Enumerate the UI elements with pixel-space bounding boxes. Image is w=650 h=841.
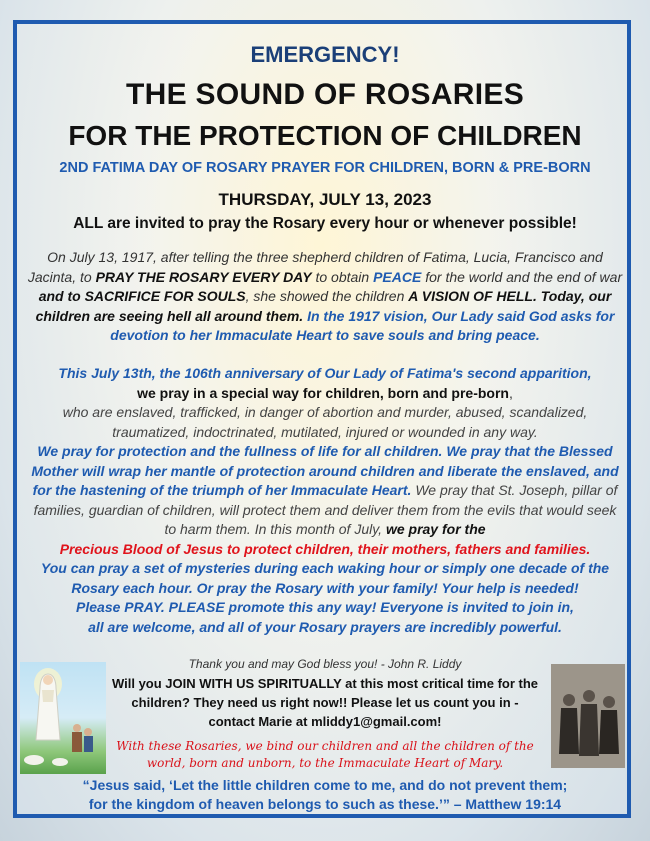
- main-title-line1: THE SOUND OF ROSARIES: [126, 78, 524, 111]
- quote-line-2: for the kingdom of heaven belongs to such as these.’” – Matthew 19:14: [88, 796, 562, 812]
- emphasis: PEACE: [373, 268, 422, 285]
- protection-line: We pray for protection and the fullness of life for all children. We pray that the Blessed Mother will wrap her mantle of protection around children and liberate the enslaved, and for the hastening of the triumph of her Immaculate Heart.: [31, 443, 619, 498]
- invitation-line: ALL are invited to pray the Rosary every hour or whenever possible!: [73, 215, 577, 232]
- prayer-paragraph: [26, 364, 624, 637]
- emphasis: we pray for the: [385, 521, 486, 537]
- text: , she showed the children: [245, 288, 409, 304]
- emphasis: and to SACRIFICE FOR SOULS: [38, 288, 246, 304]
- subtitle: 2ND FATIMA DAY OF ROSARY PRAYER FOR CHILDREN, BORN & PRE-BORN: [59, 160, 591, 176]
- text: for the world and the end of war: [421, 268, 623, 285]
- consecration-line: With these Rosaries, we bind our children and all the children of the world, born and unborn, to the Immaculate Heart of Mary.: [116, 739, 534, 770]
- emphasis: A VISION OF HELL: [408, 288, 533, 304]
- contact-appeal: Will you JOIN WITH US SPIRITUALLY at this most critical time for the children? They need us right now!! Please let us count you in - contact Marie at mliddy1@gmail.com!: [111, 676, 539, 729]
- text: We pray that St. Joseph, pillar of families, guardian of children, will protect them and deliver them from the evils that would seek to harm them. In this month of July,: [33, 482, 618, 537]
- text: to obtain: [311, 268, 374, 285]
- mysteries-line: You can pray a set of mysteries during each waking hour or simply one decade of the Rosary each hour. Or pray the Rosary with your family! Your help is needed!: [40, 560, 610, 596]
- promote-line: Please PRAY. PLEASE promote this any way! Everyone is invited to join in,: [76, 599, 574, 615]
- our-lady-of-fatima-image: [20, 662, 106, 774]
- emergency-heading: EMERGENCY!: [250, 42, 400, 67]
- anniversary-line: This July 13th, the 106th anniversary of Our Lady of Fatima's second apparition,: [58, 365, 592, 381]
- emphasis: In the 1917 vision, Our Lady said God asks for devotion to her Immaculate Heart to save souls and bring peace.: [110, 307, 615, 343]
- history-paragraph: [26, 248, 624, 346]
- quote-line-1: “Jesus said, ‘Let the little children come to me, and do not prevent them;: [82, 777, 568, 793]
- fatima-apparition-illustration: [20, 662, 106, 774]
- shepherd-children-photo: [551, 664, 625, 768]
- three-children-photo: [551, 664, 625, 768]
- text: who are enslaved, trafficked, in danger of abortion and murder, abused, scandalized, traumatized, indoctrinated, mutilated, injured or wounded in any way.: [62, 404, 588, 440]
- special-way-line: we pray in a special way for children, born and pre-born: [137, 384, 509, 401]
- emphasis: . Today, our children are seeing hell all around them.: [35, 288, 612, 324]
- main-title-line2: FOR THE PROTECTION OF CHILDREN: [68, 120, 582, 151]
- welcome-line: all are welcome, and all of your Rosary prayers are incredibly powerful.: [88, 618, 562, 635]
- thanks-line: Thank you and may God bless you! - John R. Liddy: [188, 657, 462, 671]
- text: ,: [508, 384, 513, 401]
- precious-blood-line: Precious Blood of Jesus to protect children, their mothers, fathers and families.: [59, 540, 591, 557]
- event-date: THURSDAY, JULY 13, 2023: [218, 190, 432, 209]
- scripture-quote: [0, 776, 650, 814]
- emphasis: PRAY THE ROSARY EVERY DAY: [95, 268, 312, 285]
- text: On July 13, 1917, after telling the three shepherd children of Fatima, Lucia, Francisco and Jacinta, to: [27, 249, 603, 285]
